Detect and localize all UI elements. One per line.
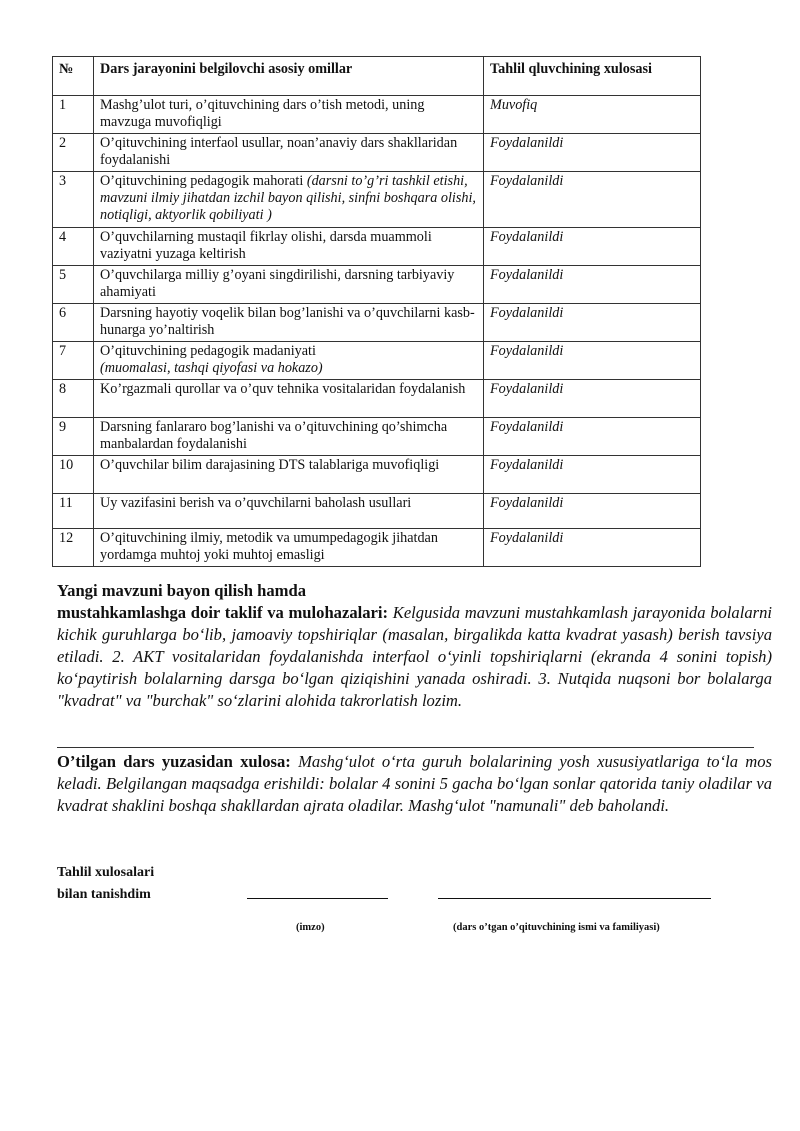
section-divider — [57, 747, 754, 748]
table-row — [53, 342, 701, 380]
row-result: Muvofiq — [484, 96, 701, 134]
acknowledgement-line1: Tahlil xulosalari — [57, 865, 155, 880]
conclusion-section — [57, 751, 772, 817]
row-factor: Uy vazifasini berish va o’quvchilarni baholash usullari — [94, 494, 484, 529]
row-factor — [94, 342, 484, 380]
row-result: Foydalanildi — [484, 529, 701, 567]
analysis-table — [52, 56, 701, 567]
table-row — [53, 96, 701, 134]
row-factor-text: O’qituvchining pedagogik mahorati — [100, 173, 304, 189]
conclusion-heading: O’tilgan dars yuzasidan xulosa: — [57, 752, 291, 771]
row-factor: O’quvchilar bilim darajasining DTS talablariga muvofiqligi — [94, 456, 484, 494]
table-row — [53, 172, 701, 228]
row-result: Foydalanildi — [484, 266, 701, 304]
acknowledgement-label — [57, 862, 154, 906]
signature-caption: (imzo) — [296, 922, 325, 933]
proposals-heading-line2: mustahkamlashga doir taklif va mulohazalari: — [57, 603, 389, 622]
row-number: 5 — [53, 266, 94, 304]
row-result: Foydalanildi — [484, 172, 701, 228]
teacher-name-line — [438, 898, 711, 899]
signature-line — [247, 898, 388, 899]
table-row — [53, 134, 701, 172]
header-number: № — [53, 57, 94, 96]
row-result: Foydalanildi — [484, 418, 701, 456]
row-number: 1 — [53, 96, 94, 134]
table-row — [53, 380, 701, 418]
row-factor: Ko’rgazmali qurollar va o’quv tehnika vositalaridan foydalanish — [94, 380, 484, 418]
row-factor: Darsning hayotiy voqelik bilan bog’lanishi va o’quvchilarni kasb-hunarga yo’naltirish — [94, 304, 484, 342]
row-result: Foydalanildi — [484, 342, 701, 380]
row-result: Foydalanildi — [484, 228, 701, 266]
row-result: Foydalanildi — [484, 304, 701, 342]
table-row — [53, 494, 701, 529]
row-factor-note: (muomalasi, tashqi qiyofasi va hokazo) — [100, 360, 323, 376]
teacher-name-caption: (dars o’tgan o’qituvchining ismi va familiyasi) — [453, 922, 660, 933]
row-number: 9 — [53, 418, 94, 456]
proposals-section — [57, 580, 772, 712]
proposals-body: Kelgusida mavzuni mustahkamlash jarayonida bolalarni kichik guruhlarga bo‘lib, jamoaviy topshiriqlar (masalan, birgalikda katta kvadrat yasash) berish tavsiya etiladi. 2. AKT vositalaridan foydalanishda interfaol o‘yinli topshiriqlarni (ekranda 4 sonini topish) ko‘paytirish bolalarning darsga bo‘lgan qiziqishini yanada oshiradi. 3. Nutqida nuqsoni bor bolalarga "kvadrat" va "burchak" so‘zlarini alohida takrorlatish lozim. — [57, 603, 772, 710]
row-number: 4 — [53, 228, 94, 266]
row-number: 11 — [53, 494, 94, 529]
table-row — [53, 418, 701, 456]
row-number: 2 — [53, 134, 94, 172]
row-factor: Mashg’ulot turi, o’qituvchining dars o’tish metodi, uning mavzuga muvofiqligi — [94, 96, 484, 134]
row-number: 3 — [53, 172, 94, 228]
conclusion-body: Mashg‘ulot o‘rta guruh bolalarining yosh xususiyatlariga to‘la mos keladi. Belgilangan maqsadga erishildi: bolalar 4 sonini 5 gacha bo‘lgan sonlar qatorida taniy oladilar va kvadrat shaklini boshqa shakllardan ajrata oladilar. Mashg‘ulot "namunali" deb baholandi. — [57, 752, 772, 815]
row-factor: O’qituvchining ilmiy, metodik va umumpedagogik jihatdan yordamga muhtoj yoki muhtoj emasligi — [94, 529, 484, 567]
row-result: Foydalanildi — [484, 456, 701, 494]
row-result: Foydalanildi — [484, 380, 701, 418]
table-header-row — [53, 57, 701, 96]
row-number: 12 — [53, 529, 94, 567]
proposals-heading-line1: Yangi mavzuni bayon qilish hamda — [57, 581, 306, 600]
table-row — [53, 456, 701, 494]
row-factor: O’quvchilarning mustaqil fikrlay olishi, darsda muammoli vaziyatni yuzaga keltirish — [94, 228, 484, 266]
header-conclusion: Tahlil qluvchining xulosasi — [484, 57, 701, 96]
header-factors: Dars jarayonini belgilovchi asosiy omillar — [94, 57, 484, 96]
row-factor-text: O’qituvchining pedagogik madaniyati — [100, 343, 316, 359]
table-row — [53, 228, 701, 266]
row-number: 8 — [53, 380, 94, 418]
proposals-text — [57, 602, 772, 712]
row-factor: O’qituvchining interfaol usullar, noan’anaviy dars shakllaridan foydalanishi — [94, 134, 484, 172]
table-row — [53, 304, 701, 342]
row-number: 10 — [53, 456, 94, 494]
table-row — [53, 266, 701, 304]
row-factor: Darsning fanlararo bog’lanishi va o’qituvchining qo’shimcha manbalardan foydalanishi — [94, 418, 484, 456]
acknowledgement-line2: bilan tanishdim — [57, 887, 151, 902]
row-factor: O’quvchilarga milliy g’oyani singdirilishi, darsning tarbiyaviy ahamiyati — [94, 266, 484, 304]
row-factor-note: (darsni to’g’ri tashkil etishi, mavzuni ilmiy jihatdan izchil bayon qilishi, sinfni boshqara olishi, notiqligi, aktyorlik qobiliyati ) — [100, 173, 476, 223]
row-number: 6 — [53, 304, 94, 342]
row-number: 7 — [53, 342, 94, 380]
row-result: Foydalanildi — [484, 134, 701, 172]
row-factor — [94, 172, 484, 228]
table-row — [53, 529, 701, 567]
row-result: Foydalanildi — [484, 494, 701, 529]
